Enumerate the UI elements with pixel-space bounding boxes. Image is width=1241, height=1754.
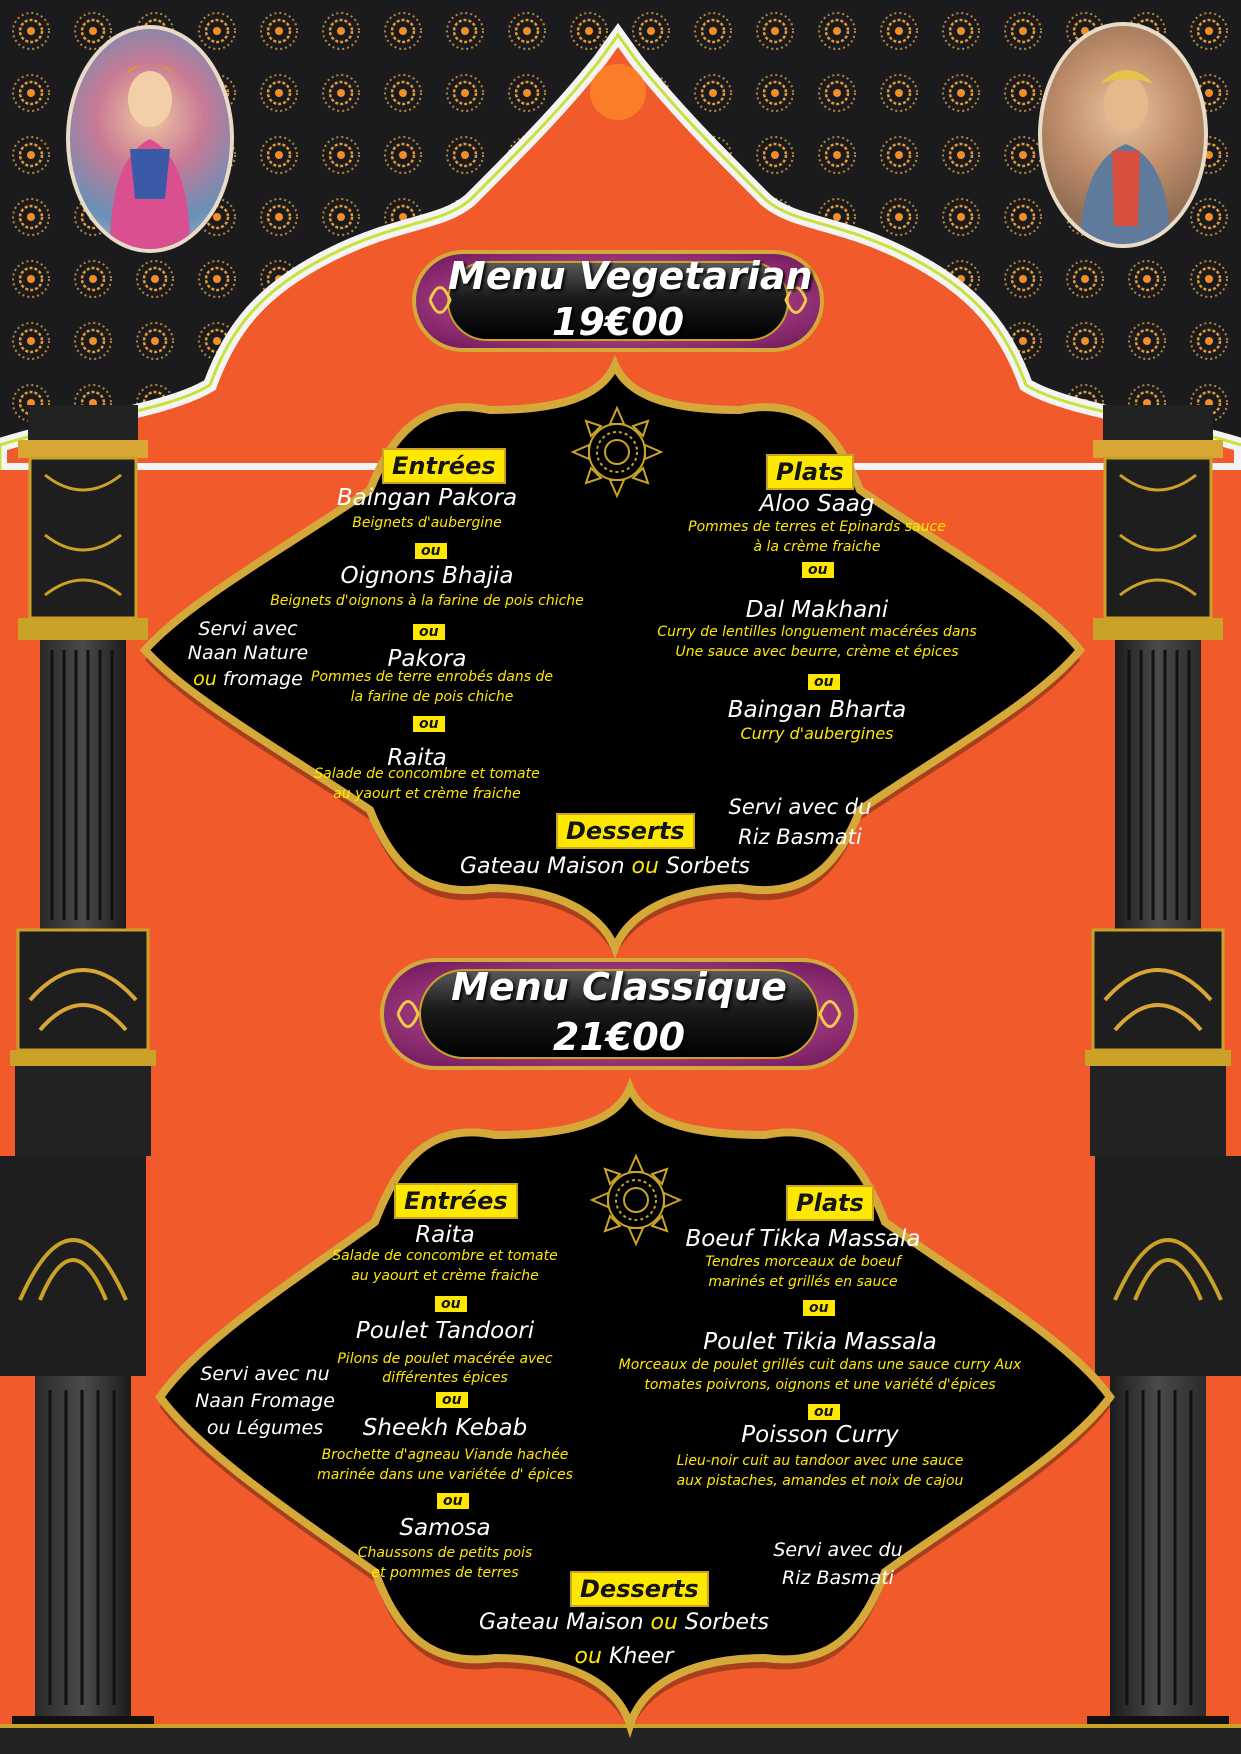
dish-description: la farine de pois chiche xyxy=(350,689,514,705)
portrait-left xyxy=(66,25,234,253)
side-note: Naan Nature xyxy=(187,642,309,664)
dish-description: Lieu-noir cuit au tandoor avec une sauce xyxy=(676,1453,964,1469)
or-badge: ou xyxy=(413,624,445,640)
vegetarian-entrees-label: Entrées xyxy=(382,448,506,484)
dish-name: Baingan Pakora xyxy=(336,485,518,511)
side-note: Riz Basmati xyxy=(782,1567,894,1589)
or-word: ou xyxy=(193,668,217,690)
dish-name: Pakora xyxy=(387,646,467,672)
or-word: ou xyxy=(631,854,659,879)
dish-description: au yaourt et crème fraiche xyxy=(351,1268,539,1284)
dish-name: Poulet Tandoori xyxy=(355,1318,535,1344)
classique-plats-label: Plats xyxy=(786,1185,874,1221)
or-badge: ou xyxy=(437,1493,469,1509)
dish-name: Raita xyxy=(415,1222,475,1248)
vegetarian-title: Menu Vegetarian xyxy=(448,254,813,298)
vegetarian-desserts-label: Desserts xyxy=(556,813,695,849)
dish-name: Poisson Curry xyxy=(741,1422,899,1448)
or-word: ou xyxy=(574,1644,602,1669)
or-badge: ou xyxy=(808,674,840,690)
dish-description: Beignets d'oignons à la farine de pois chiche xyxy=(270,593,584,609)
dish-name: Aloo Saag xyxy=(759,491,875,517)
dish-description: Brochette d'agneau Viande hachée xyxy=(321,1447,569,1463)
classique-price: 21€00 xyxy=(552,1015,686,1059)
dish-name: Raita xyxy=(387,745,447,771)
dish-description: Pilons de poulet macérée avec xyxy=(337,1351,553,1367)
dish-description: Chaussons de petits pois xyxy=(357,1545,533,1561)
dish-name: Baingan Bharta xyxy=(727,697,907,723)
desserts-line: Gateau Maison ou Sorbets xyxy=(478,1610,769,1635)
side-note: Servi avec du xyxy=(728,795,872,819)
dish-name: Sheekh Kebab xyxy=(362,1415,528,1441)
desserts-line: ou Kheer xyxy=(574,1644,674,1669)
dish-description: Salade de concombre et tomate xyxy=(314,766,540,782)
dish-description: Curry de lentilles longuement macérées dans xyxy=(657,624,977,640)
or-badge: ou xyxy=(413,716,445,732)
vegetarian-plats-label: Plats xyxy=(766,454,854,490)
dish-description: Pommes de terre enrobés dans de xyxy=(311,669,553,685)
or-word: ou xyxy=(650,1610,678,1635)
desserts-line: Gateau Maison ou Sorbets xyxy=(459,854,750,879)
or-badge: ou xyxy=(436,1392,468,1408)
side-note: Servi avec xyxy=(198,618,298,640)
classique-title: Menu Classique xyxy=(451,965,787,1009)
dish-name: Boeuf Tikka Massala xyxy=(685,1226,921,1252)
dish-description: et pommes de terres xyxy=(371,1565,519,1581)
classique-entrees-label: Entrées xyxy=(394,1183,518,1219)
dish-description: marinée dans une variétée d' épices xyxy=(317,1467,573,1483)
side-note: Servi avec du xyxy=(773,1539,903,1561)
dish-description: Curry d'aubergines xyxy=(740,724,894,743)
or-badge: ou xyxy=(415,543,447,559)
side-note: ou Légumes xyxy=(206,1417,324,1439)
dish-name: Samosa xyxy=(399,1515,491,1541)
or-badge: ou xyxy=(435,1296,467,1312)
or-badge: ou xyxy=(803,1300,835,1316)
dish-description: Pommes de terres et Epinards sauce xyxy=(688,519,946,535)
dish-description: à la crème fraiche xyxy=(753,539,881,555)
portrait-right xyxy=(1038,22,1208,248)
side-note: Naan Fromage xyxy=(195,1390,335,1412)
dish-description: au yaourt et crème fraiche xyxy=(333,786,521,802)
dish-description: Une sauce avec beurre, crème et épices xyxy=(675,644,959,660)
side-note: Servi avec nu xyxy=(200,1363,330,1385)
dish-description: différentes épices xyxy=(382,1370,508,1386)
dish-description: Salade de concombre et tomate xyxy=(332,1248,558,1264)
dish-description: tomates poivrons, oignons et une variété d'épices xyxy=(644,1377,996,1393)
dish-description: Beignets d'aubergine xyxy=(352,515,502,531)
dish-name: Oignons Bhajia xyxy=(340,563,514,589)
dish-description: Morceaux de poulet grillés cuit dans une sauce curry Aux xyxy=(618,1357,1022,1373)
side-note: Riz Basmati xyxy=(738,825,862,849)
dish-name: Poulet Tikia Massala xyxy=(703,1329,937,1355)
or-badge: ou xyxy=(808,1404,840,1420)
dish-description: marinés et grillés en sauce xyxy=(708,1274,898,1290)
classique-desserts-label: Desserts xyxy=(570,1571,709,1607)
dish-description: aux pistaches, amandes et noix de cajou xyxy=(676,1473,964,1489)
side-note: ou fromage xyxy=(193,668,303,690)
dish-name: Dal Makhani xyxy=(745,597,889,623)
or-badge: ou xyxy=(802,562,834,578)
dish-description: Tendres morceaux de boeuf xyxy=(705,1254,901,1270)
vegetarian-price: 19€00 xyxy=(551,300,685,344)
